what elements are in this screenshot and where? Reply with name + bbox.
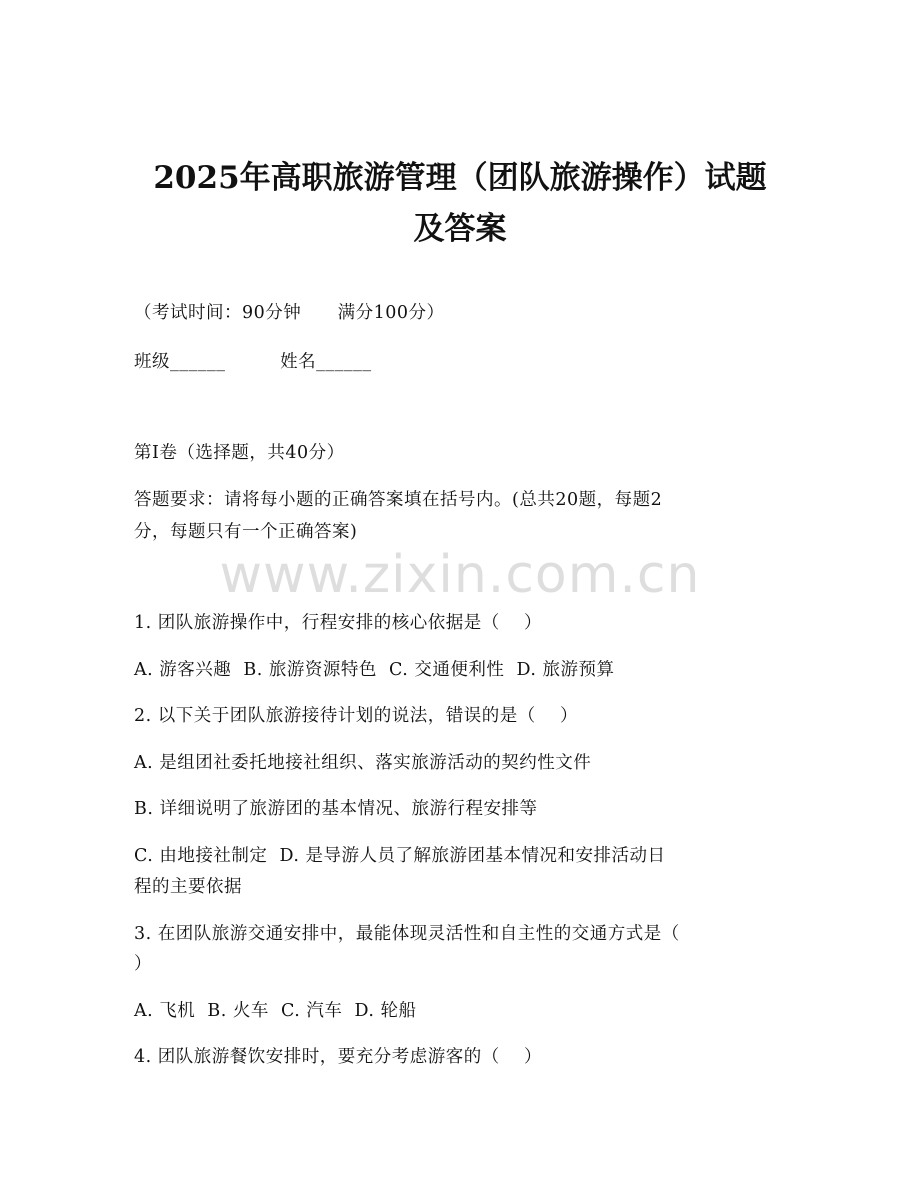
question-1-stem: 1. 团队旅游操作中，行程安排的核心依据是（ ）: [134, 613, 543, 633]
question-1-options: A. 游客兴趣 B. 旅游资源特色 C. 交通便利性 D. 旅游预算: [134, 660, 615, 680]
class-name-field: 班级______ 姓名______: [134, 352, 372, 372]
document-title-line1: 2025年高职旅游管理（团队旅游操作）试题: [153, 160, 767, 196]
question-2-option-a: A. 是组团社委托地接社组织、落实旅游活动的契约性文件: [134, 753, 592, 773]
document-title-line2: 及答案: [413, 211, 507, 247]
question-2-option-b: B. 详细说明了旅游团的基本情况、旅游行程安排等: [134, 799, 538, 819]
section-heading: 第I卷（选择题，共40分）: [134, 443, 345, 463]
question-2-option-d-cont: 程的主要依据: [134, 877, 242, 897]
question-3-options: A. 飞机 B. 火车 C. 汽车 D. 轮船: [134, 1001, 417, 1021]
question-4-stem: 4. 团队旅游餐饮安排时，要充分考虑游客的（ ）: [134, 1047, 543, 1067]
watermark: www.zixin.com.cn: [219, 545, 701, 605]
question-3-stem: 3. 在团队旅游交通安排中，最能体现灵活性和自主性的交通方式是（: [134, 924, 680, 944]
instructions-line2: 分，每题只有一个正确答案): [134, 522, 358, 542]
exam-info: （考试时间：90分钟 满分100分）: [134, 303, 445, 323]
question-2-option-cd: C. 由地接社制定 D. 是导游人员了解旅游团基本情况和安排活动日: [134, 846, 666, 866]
question-3-stem-cont: ）: [134, 954, 152, 974]
question-2-stem: 2. 以下关于团队旅游接待计划的说法，错误的是（ ）: [134, 706, 579, 726]
instructions-line1: 答题要求：请将每小题的正确答案填在括号内。(总共20题，每题2: [134, 490, 663, 510]
